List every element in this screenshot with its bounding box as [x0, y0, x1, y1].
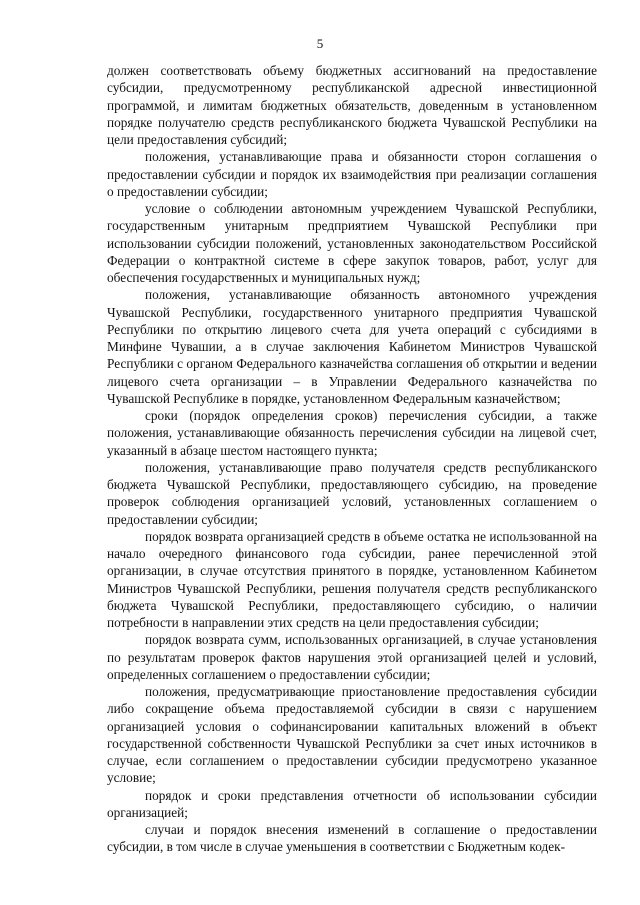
- page-number: 5: [316, 36, 324, 51]
- paragraph-unused-return: порядок возврата организацией средств в объеме остатка не использованной на начало очередного финансового года субсидии, ранее перечисленной этой организации, в случае отсутствия принятого в порядке, установленном Кабинетом Министров Чувашской Республики, решения получателя средств республиканского бюджета Чувашской Республики, предоставляющего субсидию, о наличии потребности в направлении этих средств на цели предоставления субсидии;: [107, 528, 597, 630]
- paragraph-amendments: случаи и порядок внесения изменений в соглашение о предоставлении субсидии, в том числе в случае уменьшения в соответствии с Бюджетным кодек-: [107, 822, 597, 855]
- paragraph-procurement-condition: условие о соблюдении автономным учреждением Чувашской Республики, государственным унитарным предприятием Чувашской Республики при использовании субсидии положений, установленных законодательством Российской Федерации о контрактной системе в сфере закупок товаров, работ, услуг для обеспечения государственных и муниципальных нужд;: [107, 201, 597, 285]
- document-body: [107, 62, 597, 856]
- paragraph-account-opening: положения, устанавливающие обязанность автономного учреждения Чувашской Республики, государственного унитарного предприятия Чувашской Республики по открытию лицевого счета для учета операций с субсидиями в Минфине Чувашии, а в случае заключения Кабинетом Министров Чувашской Республики с органом Федерального казначейства соглашения об открытии и ведении лицевого счета организации – в Управлении Федерального казначейства по Чувашской Республике в порядке, установленном Федеральным казначейством;: [107, 287, 597, 406]
- paragraph-reporting: порядок и сроки представления отчетности об использовании субсидии организацией;: [107, 787, 597, 820]
- paragraph-suspension: положения, предусматривающие приостановление предоставления субсидии либо сокращение объема предоставляемой субсидии в связи с нарушением организацией условия о софинансировании капитальных вложений в объект государственной собственности Чувашской Республики за счет иных источников в случае, если соглашением о предоставлении субсидии предусмотрено указанное условие;: [107, 684, 597, 786]
- paragraph-misuse-return: порядок возврата сумм, использованных организацией, в случае установления по результатам проверок фактов нарушения этой организацией целей и условий, определенных соглашением о предоставлении субсидии;: [107, 632, 597, 682]
- paragraph-inspection-right: положения, устанавливающие право получателя средств республиканского бюджета Чувашской Республики, предоставляющего субсидию, на проведение проверок соблюдения организацией условий, установленных соглашением о предоставлении субсидии;: [107, 459, 597, 527]
- paragraph-continued: должен соответствовать объему бюджетных ассигнований на предоставление субсидии, предусмотренному республиканской адресной инвестиционной программой, и лимитам бюджетных обязательств, доведенным в установленном порядке получателю средств республиканского бюджета Чувашской Республики на цели предоставления субсидий;: [107, 63, 597, 147]
- paragraph-transfer-terms: сроки (порядок определения сроков) перечисления субсидии, а также положения, устанавливающие обязанность перечисления субсидии на лицевой счет, указанный в абзаце шестом настоящего пункта;: [107, 408, 597, 458]
- paragraph-parties-rights: положения, устанавливающие права и обязанности сторон соглашения о предоставлении субсидии и порядок их взаимодействия при реализации соглашения о предоставлении субсидии;: [107, 149, 597, 199]
